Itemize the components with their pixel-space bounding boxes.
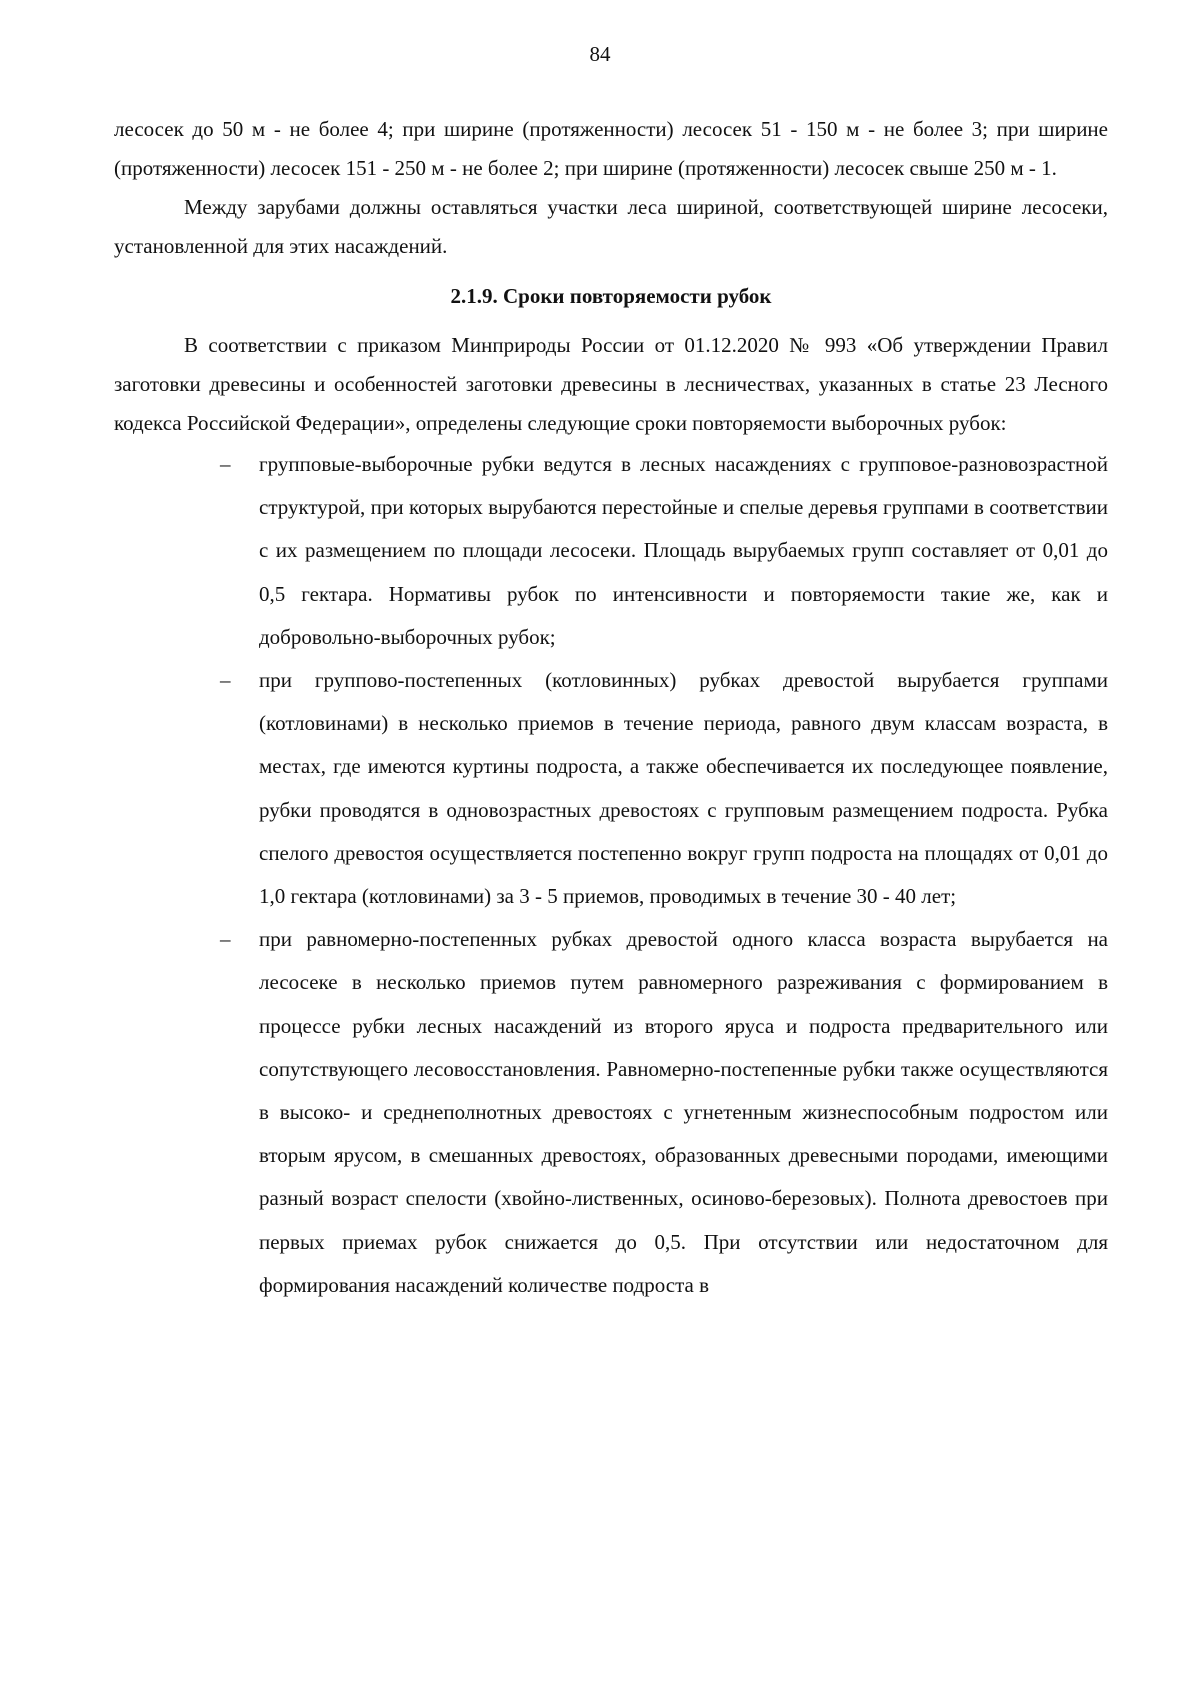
list-item-text: групповые-выборочные рубки ведутся в лесных насаждениях с групповое-разновозрастной структурой, при которых вырубаются перестойные и спелые деревья группами в соответствии с их размещением по площади лесосеки. Площадь вырубаемых групп составляет от 0,01 до 0,5 гектара. Нормативы рубок по интенсивности и повторяемости такие же, как и добровольно-выборочных рубок; (259, 452, 1108, 649)
list-item-text: при группово-постепенных (котловинных) рубках древостой вырубается группами (котловинами) в несколько приемов в течение периода, равного двум классам возраста, в местах, где имеются куртины подроста, а также обеспечивается их последующее появление, рубки проводятся в одновозрастных древостоях с групповым размещением подроста. Рубка спелого древостоя осуществляется постепенно вокруг групп подроста на площадях от 0,01 до 1,0 гектара (котловинами) за 3 - 5 приемов, проводимых в течение 30 - 40 лет; (259, 668, 1108, 909)
bullet-marker: – (220, 452, 231, 476)
section-heading: 2.1.9. Сроки повторяемости рубок (450, 284, 772, 308)
page-content (114, 110, 1108, 1307)
bullet-list (114, 443, 1108, 1307)
list-item (114, 918, 1108, 1307)
paragraph-intro: В соответствии с приказом Минприроды России от 01.12.2020 № 993 «Об утверждении Правил заготовки древесины и особенностей заготовки древесины в лесничествах, указанных в статье 23 Лесного кодекса Российской Федерации», определены следующие сроки повторяемости выборочных рубок: (114, 333, 1108, 435)
page-number: 84 (589, 42, 611, 66)
paragraph-between-cuts: Между зарубами должны оставляться участки леса шириной, соответствующей ширине лесосеки, установленной для этих насаждений. (114, 195, 1108, 258)
list-item (114, 659, 1108, 918)
paragraph-continuation: лесосек до 50 м - не более 4; при ширине (протяженности) лесосек 51 - 150 м - не более 3; при ширине (протяженности) лесосек 151 - 250 м - не более 2; при ширине (протяженности) лесосек свыше 250 м - 1. (114, 117, 1108, 180)
bullet-marker: – (220, 927, 231, 952)
list-item (114, 443, 1108, 659)
list-item-text: при равномерно-постепенных рубках древостой одного класса возраста вырубается на лесосеке в несколько приемов путем равномерного разреживания с формированием в процессе рубки лесных насаждений из второго яруса и подроста предварительного или сопутствующего лесовосстановления. Равномерно-постепенные рубки также осуществляются в высоко- и среднеполнотных древостоях с угнетенным жизнеспособным подростом или вторым ярусом, в смешанных древостоях, образованных древесными породами, имеющими разный возраст спелости (хвойно-лиственных, осиново-березовых). Полнота древостоев при первых приемах рубок снижается до 0,5. При отсутствии или недостаточном для формирования насаждений количестве подроста в (259, 927, 1108, 1297)
bullet-marker: – (220, 668, 231, 693)
